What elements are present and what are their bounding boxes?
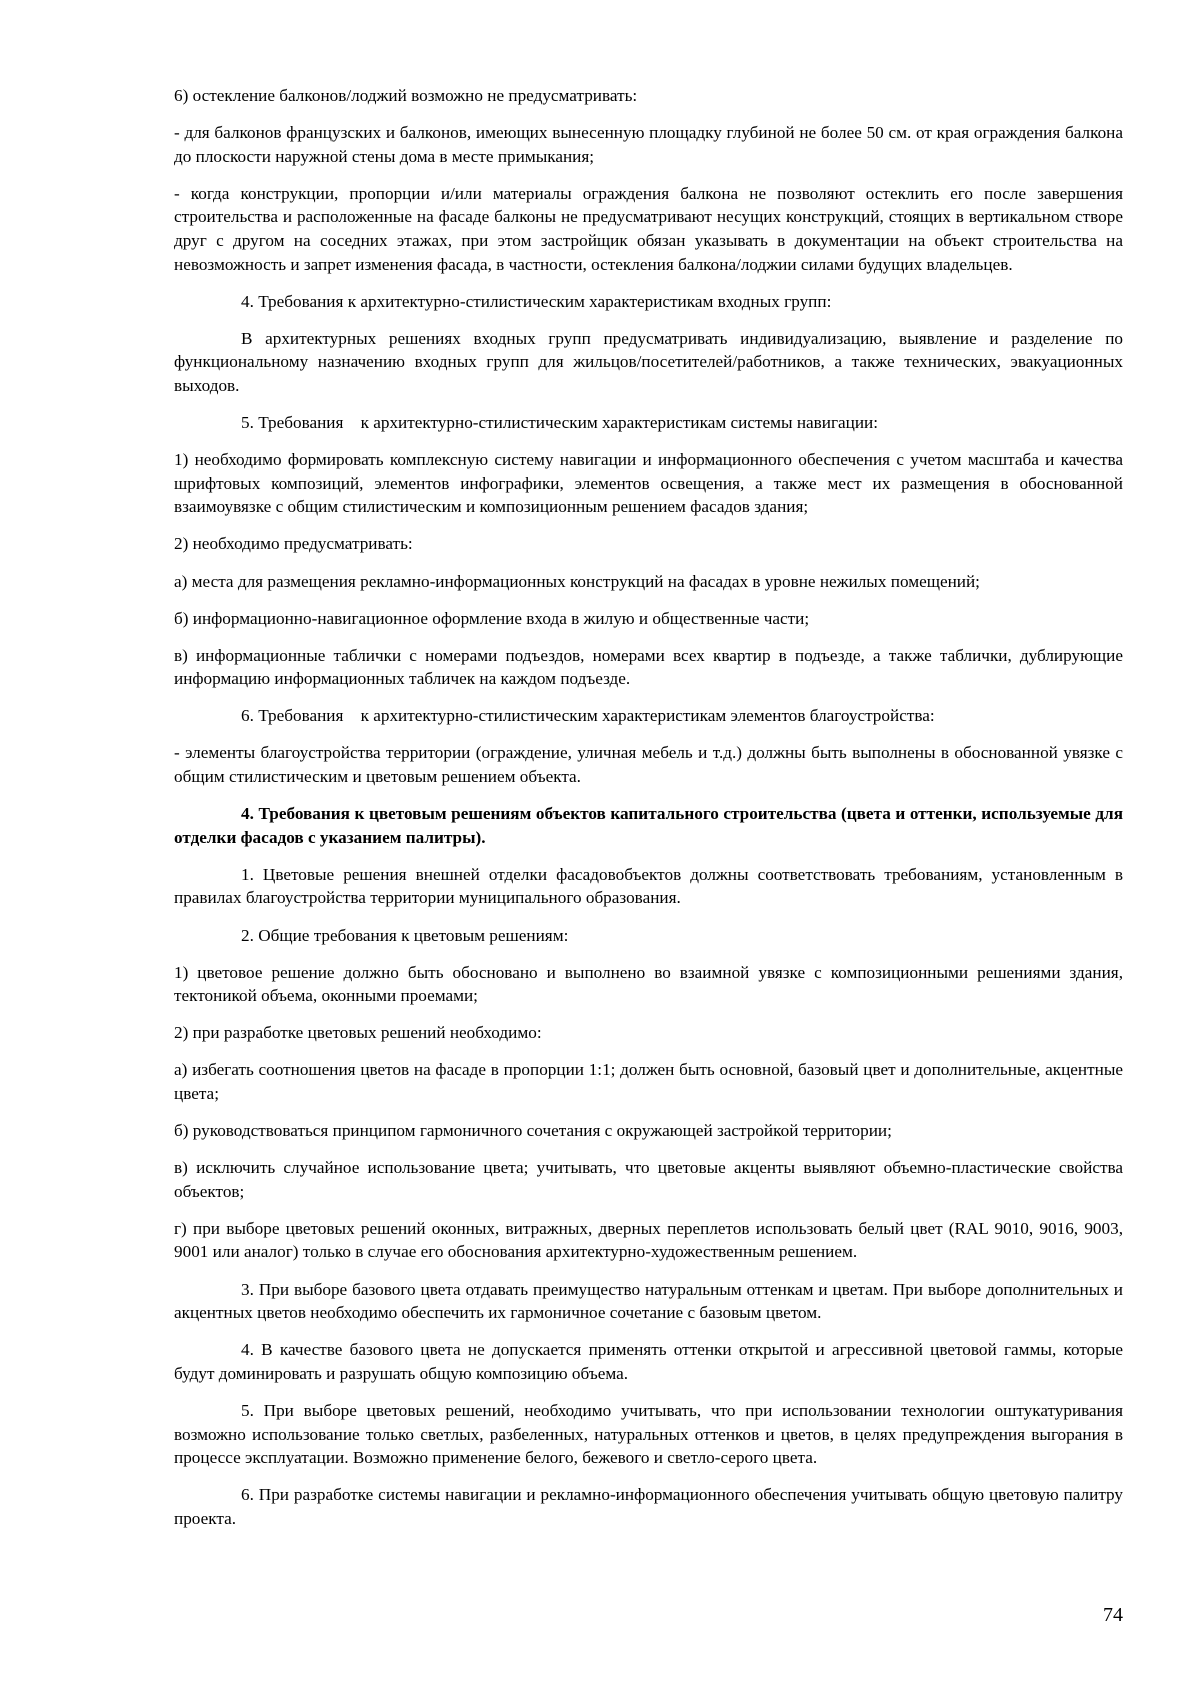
paragraph-entrance-groups-heading: 4. Требования к архитектурно-стилистическим характеристикам входных групп: <box>241 291 832 311</box>
paragraph-entrance-groups: В архитектурных решениях входных групп предусматривать индивидуализацию, выявление и разделение по функциональному назначению входных групп для жильцов/посетителей/работников, а также технических, эвакуационных выходов. <box>174 328 1123 395</box>
paragraph-entrance-design: б) информационно-навигационное оформление входа в жилую и общественные части; <box>174 608 810 628</box>
paragraph-avoid-ratio: а) избегать соотношения цветов на фасаде в пропорции 1:1; должен быть основной, базовый цвет и дополнительные, акцентные цвета; <box>174 1060 1123 1103</box>
page-number: 74 <box>1103 1604 1123 1626</box>
paragraph-landscaping-heading: 6. Требования к архитектурно-стилистическим характеристикам элементов благоустройства: <box>241 706 935 726</box>
paragraph-general-color-heading: 2. Общие требования к цветовым решениям: <box>241 925 569 945</box>
paragraph-plastering: 5. При выборе цветовых решений, необходимо учитывать, что при использовании технологии оштукатуривания возможно использование только светлых, разбеленных, натуральных оттенков и цветов, в целях предупреждения выгорания в процессе эксплуатации. Возможно применение белого, бежевого и светло-серого цвета. <box>174 1400 1123 1468</box>
paragraph-color-rules: 1. Цветовые решения внешней отделки фасадовобъектов должны соответствовать требованиям, установленным в правилах благоустройства территории муниципального образования. <box>174 864 1123 908</box>
paragraph-random-color: в) исключить случайное использование цвета; учитывать, что цветовые акценты выявляют объемно-пластические свойства объектов; <box>174 1158 1123 1201</box>
paragraph-aggressive-colors: 4. В качестве базового цвета не допускается применять оттенки открытой и агрессивной цветовой гаммы, которые будут доминировать и разрушать общую композицию объема. <box>174 1340 1123 1383</box>
paragraph-balcony-constructions: - когда конструкции, пропорции и/или материалы ограждения балкона не позволяют остеклить его после завершения строительства и расположенные на фасаде балконы не предусматривают несущих конструкций, стоящих в вертикальном створе друг с другом на соседних этажах, при этом застройщик обязан указывать в документации на объект строительства на невозможность и запрет изменения фасада, в частности, остекления балкона/лоджии силами будущих владельцев. <box>174 183 1123 274</box>
paragraph-color-justification: 1) цветовое решение должно быть обосновано и выполнено во взаимной увязке с композиционными решениями здания, тектоникой объема, оконными проемами; <box>174 962 1123 1006</box>
paragraph-must-provide: 2) необходимо предусматривать: <box>174 534 413 554</box>
document-body <box>174 84 1123 1544</box>
paragraph-signs: в) информационные таблички с номерами подъездов, номерами всех квартир в подъезде, а также таблички, дублирующие информацию информационных табличек на каждом подъезде. <box>174 645 1123 689</box>
paragraph-french-balconies: - для балконов французских и балконов, имеющих вынесенную площадку глубиной не более 50 см. от края ограждения балкона до плоскости наружной стены дома в месте примыкания; <box>174 123 1123 166</box>
paragraph-window-frames: г) при выборе цветовых решений оконных, витражных, дверных переплетов использовать белый цвет (RAL 9010, 9016, 9003, 9001 или аналог) только в случае его обоснования архитектурно-художественным решением. <box>174 1218 1123 1262</box>
paragraph-ad-structures: а) места для размещения рекламно-информационных конструкций на фасадах в уровне нежилых помещений; <box>174 571 980 591</box>
paragraph-landscaping-elements: - элементы благоустройства территории (ограждение, уличная мебель и т.д.) должны быть выполнены в обоснованной увязке с общим стилистическим и цветовым решением объекта. <box>174 743 1123 787</box>
paragraph-harmony: б) руководствоваться принципом гармоничного сочетания с окружающей застройкой территории; <box>174 1121 892 1141</box>
paragraph-navigation-palette: 6. При разработке системы навигации и рекламно-информационного обеспечения учитывать общую цветовую палитру проекта. <box>174 1485 1123 1528</box>
paragraph-base-color: 3. При выборе базового цвета отдавать преимущество натуральным оттенкам и цветам. При выборе дополнительных и акцентных цветов необходимо обеспечить их гармоничное сочетание с базовым цветом. <box>174 1279 1123 1323</box>
paragraph-navigation-system: 1) необходимо формировать комплексную систему навигации и информационного обеспечения с учетом масштаба и качества шрифтовых композиций, элементов инфографики, элементов освещения, а также мест их размещения в обоснованной взаимоувязке с общим стилистическим и композиционным решением фасадов здания; <box>174 450 1123 517</box>
paragraph-navigation-heading: 5. Требования к архитектурно-стилистическим характеристикам системы навигации: <box>241 413 879 433</box>
paragraph-color-development: 2) при разработке цветовых решений необходимо: <box>174 1023 542 1043</box>
paragraph-balcony-glazing-heading: 6) остекление балконов/лоджий возможно не предусматривать: <box>174 86 638 105</box>
section-heading-color-requirements: 4. Требования к цветовым решениям объектов капитального строительства (цвета и оттенки, используемые для отделки фасадов с указанием палитры). <box>174 804 1123 847</box>
